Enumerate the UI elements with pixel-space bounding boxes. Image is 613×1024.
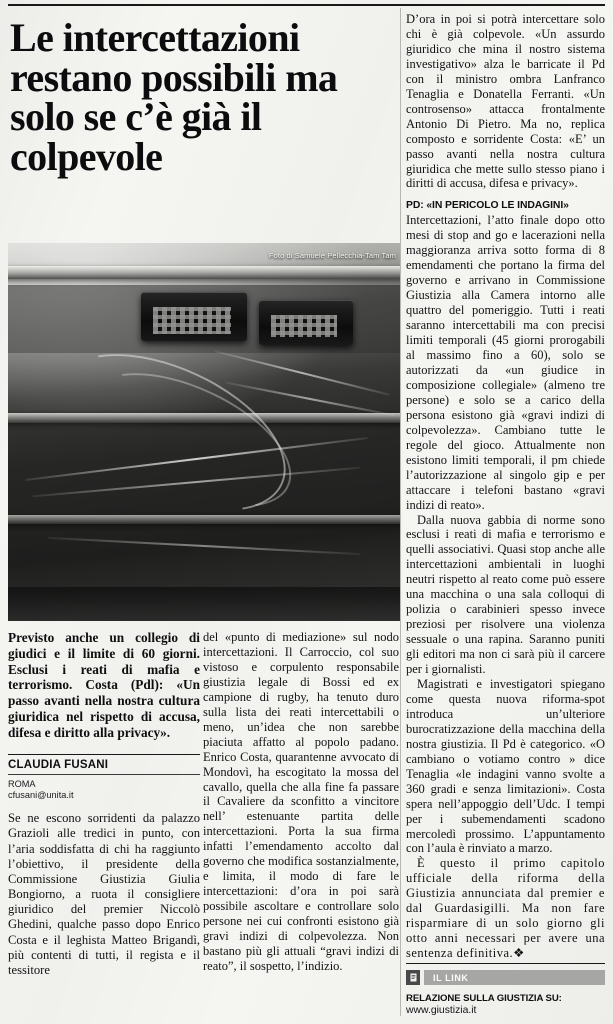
body-paragraph: D’ora in poi si potrà intercettare solo chi è già colpevole. «Un assurdo giuridico che mina il nostro sistema investigativo» alza le barricate il Pd con il ministro ombra Lanfranco Tenaglia e Donatella Ferranti. «Un controsenso» attacca frontalmente Antonio Di Pietro. Ma no, replica composto e sorridente Costa: «E’ un passo avanti nella nostra cultura giuridica che mette sullo stesso piano i diritti di accusa, difesa e privacy».: [406, 12, 605, 191]
body-paragraph: Magistrati e investigatori spiegano come questa nuova riforma-spot introduca un’ulteriore burocratizzazione della macchina della nostra giustizia. Il Pd è categorico. «O cambiano o votiamo contro » dice Tenaglia «le indagini vanno svolte a 360 gradi e senza limitazioni». Costa spera nell’appoggio dell’Udc. I tempi per i subemendamenti scadono mercoledì prossimo. L’appuntamento con l’aula è rinviato a marzo.: [406, 676, 605, 856]
byline-city: ROMA: [8, 778, 36, 789]
article-photo: [8, 243, 400, 621]
page-title: Le intercettazioni restano possibili ma solo se c’è già il colpevole: [10, 15, 338, 179]
lead-paragraph: Previsto anche un collegio di giudici e il limite di 60 giorni. Esclusi i reati di mafia e terrorismo. Costa (Pdl): «Un passo avanti nella nostra cultura giuridica nel rispetto di accusa, difesa e diritto alla privacy».: [8, 630, 200, 740]
byline-email[interactable]: cfusani@unita.it: [8, 790, 74, 801]
headline-block: [10, 8, 402, 179]
link-bar: [406, 970, 605, 985]
link-box: [406, 963, 605, 1016]
body-paragraph: È questo il primo capitolo ufficiale della riforma della Giustizia annunciata dal premier e dal Guardasigilli. Ma non fare risparmiare di un solo giorno gli otto anni necessari per avere una sentenza definitiva.❖: [406, 856, 605, 961]
body-paragraph: del «punto di mediazione» sul nodo intercettazioni. Il Carroccio, col suo vistoso e corpulento responsabile giustizia legale di Bossi ed ex campione di rugby, ha tenuto duro sulla lista dei reati intercettabili o meno, un’idea che non sarebbe piaciuta affatto al popolo padano. Enrico Costa, quarantenne avvocato di Mondovì, ha escogitato la mossa del cavallo, quella che alla fine fa passare il Cavaliere da sconfitto a vincitore nell’ estenuante partita delle intercettazioni. Porta la sua firma infatti l’emendamento accolto dal governo che modifica sostanzialmente, e limita, il modo di fare le intercettazioni: d’ora in poi sarà possibile ascoltare e controllare solo persone nei cui confronti esistono già gravi indizi di colpevolezza. Non bastano più gli attuali “gravi indizi di reato”, il sospetto, l’indizio.: [203, 630, 399, 973]
body-paragraph: Intercettazioni, l’atto finale dopo otto mesi di stop and go e lacerazioni nella maggioranza arriva sotto forma di 8 emendamenti che portano la firma del governo e arrivano in Commissione Giustizia alla Camera intorno alle quattro del pomeriggio. Tutti i reati saranno intercettabili ma con precisi limiti temporali (45 giorni prorogabili al massimo fino a 60), solo se autorizzati da «un giudice in composizione collegiale» (almeno tre persone) e solo se a carico della persona esistono già «gravi indizi di colpevolezza». Cambiano tutte le regole del gioco. Attualmente non esistono limiti temporali, il pm chiede l’autorizzazione al singolo gip e per attaccare i telefoni bastano «gravi indizi di reato».: [406, 213, 605, 512]
byline-top-rule: [8, 754, 200, 755]
right-body-bottom: [406, 213, 605, 961]
column-right: [406, 0, 605, 961]
body-paragraph: Se ne escono sorridenti da palazzo Grazioli alle tredici in punto, con l’aria soddisfatta di chi ha raggiunto l’obiettivo, il presidente della Commissione Giustizia Giulia Bongiorno, a ruota il consigliere giuridico del premier Niccolò Ghedini, qualche passo dopo Enrico Costa e il leghista Matteo Brigandì, più contenti di tutti, il regista e il tessitore: [8, 811, 200, 977]
section-subhead: PD: «IN PERICOLO LE INDAGINI»: [406, 200, 569, 212]
left-body: [8, 811, 200, 978]
photo-image: [8, 243, 400, 621]
link-title: RELAZIONE SULLA GIUSTIZIA SU:: [406, 993, 562, 1004]
link-url[interactable]: www.giustizia.it: [406, 1005, 477, 1016]
link-bar-label: IL LINK: [424, 970, 605, 985]
document-icon: [406, 970, 420, 985]
top-rule: [8, 4, 605, 6]
byline-bottom-rule: [8, 774, 200, 775]
byline-author: CLAUDIA FUSANI: [8, 758, 109, 771]
photo-credit: Foto di Samuele Pellecchia-Tam Tam: [268, 251, 396, 260]
right-body-top: [406, 12, 605, 191]
middle-body: [203, 630, 399, 974]
link-box-rule: [406, 963, 605, 964]
body-paragraph: Dalla nuova gabbia di norme sono esclusi i reati di mafia e terrorismo e quelli associativi. Quasi stop anche alle intercettazioni ambientali in luoghi neutri rispetto al reato come può essere una macchina o una sala colloqui di polizia o carabinieri spesso invece preziosi per risolvere una violenza sessuale o una rapina. Saranno puniti gli editori ma non ci sarà più il carcere per i giornalisti.: [406, 512, 605, 677]
